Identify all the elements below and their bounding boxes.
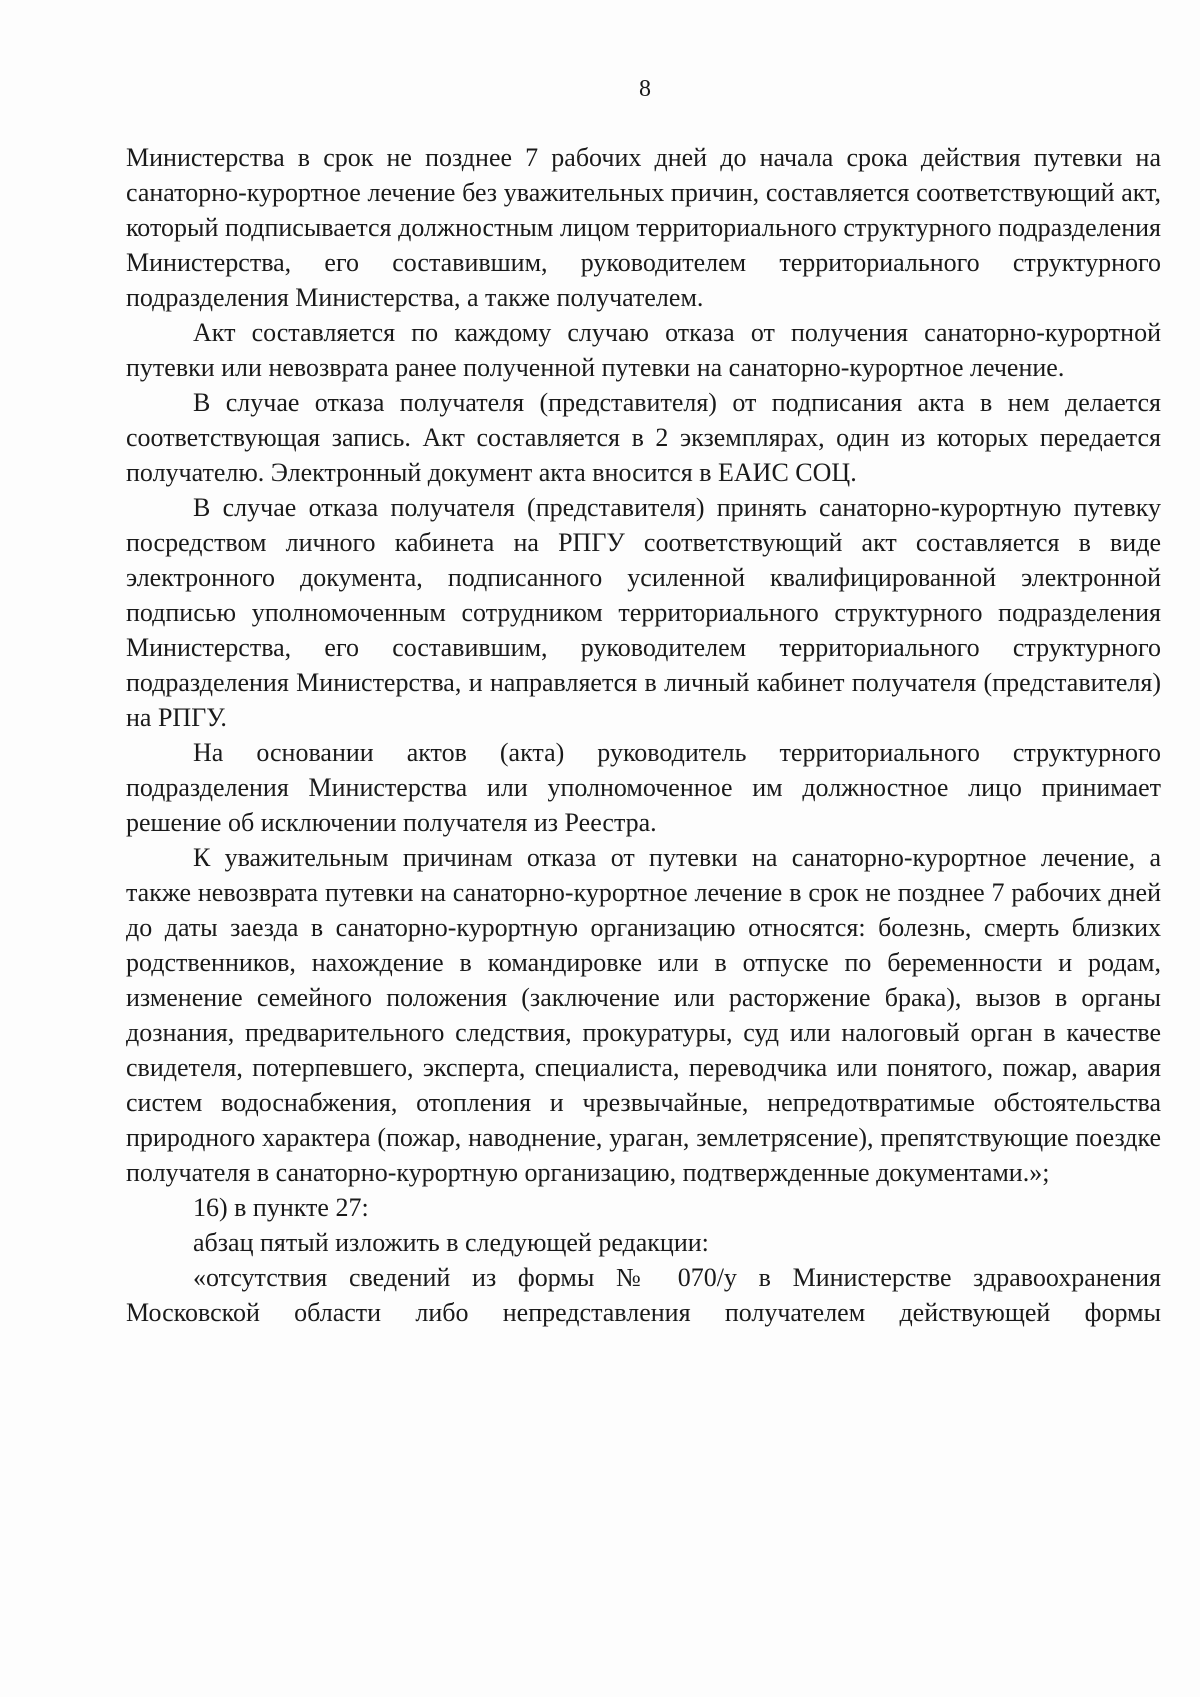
paragraph-exclusion-decision: На основании актов (акта) руководитель территориального структурного подразделения Министерства или уполномоченное им должностное лицо принимает решение об исключении получателя из Реестра. — [126, 738, 1161, 837]
paragraph-new-wording: «отсутствия сведений из формы № 070/у в Министерстве здравоохранения Московской области либо непредставления получателем действующей формы — [126, 1263, 1161, 1327]
page-number: 8 — [639, 76, 651, 102]
paragraph-refusal-to-sign: В случае отказа получателя (представителя) от подписания акта в нем делается соответствующая запись. Акт составляется в 2 экземплярах, один из которых передается получателю. Электронный документ акта вносится в ЕАИС СОЦ. — [126, 388, 1161, 487]
paragraph-electronic-act: В случае отказа получателя (представителя) принять санаторно-курортную путевку посредством личного кабинета на РПГУ соответствующий акт составляется в виде электронного документа, подписанного усиленной квалифицированной электронной подписью уполномоченным сотрудником территориального структурного подразделения Министерства, его составившим, руководителем территориального структурного подразделения Министерства, и направляется в личный кабинет получателя (представителя) на РПГУ. — [126, 493, 1161, 732]
paragraph-continuation: Министерства в срок не позднее 7 рабочих дней до начала срока действия путевки на санаторно-курортное лечение без уважительных причин, составляется соответствующий акт, который подписывается должностным лицом территориального структурного подразделения Министерства, его составившим, руководителем территориального структурного подразделения Министерства, а также получателем. — [126, 143, 1161, 312]
document-body — [126, 140, 1161, 1330]
paragraph-valid-reasons: К уважительным причинам отказа от путевки на санаторно-курортное лечение, а также невозврата путевки на санаторно-курортное лечение в срок не позднее 7 рабочих дней до даты заезда в санаторно-курортную организацию относятся: болезнь, смерть близких родственников, нахождение в командировке или в отпуске по беременности и родам, изменение семейного положения (заключение или расторжение брака), вызов в органы дознания, предварительного следствия, прокуратуры, суд или налоговый орган в качестве свидетеля, потерпевшего, эксперта, специалиста, переводчика или понятого, пожар, авария систем водоснабжения, отопления и чрезвычайные, непредотвратимые обстоятельства природного характера (пожар, наводнение, ураган, землетрясение), препятствующие поездке получателя в санаторно-курортную организацию, подтвержденные документами.»; — [126, 843, 1161, 1187]
paragraph-item-16: 16) в пункте 27: — [193, 1193, 369, 1222]
paragraph-fifth-abzac: абзац пятый изложить в следующей редакции: — [193, 1228, 709, 1257]
paragraph-act-per-refusal: Акт составляется по каждому случаю отказа от получения санаторно-курортной путевки или невозврата ранее полученной путевки на санаторно-курортное лечение. — [126, 318, 1161, 382]
